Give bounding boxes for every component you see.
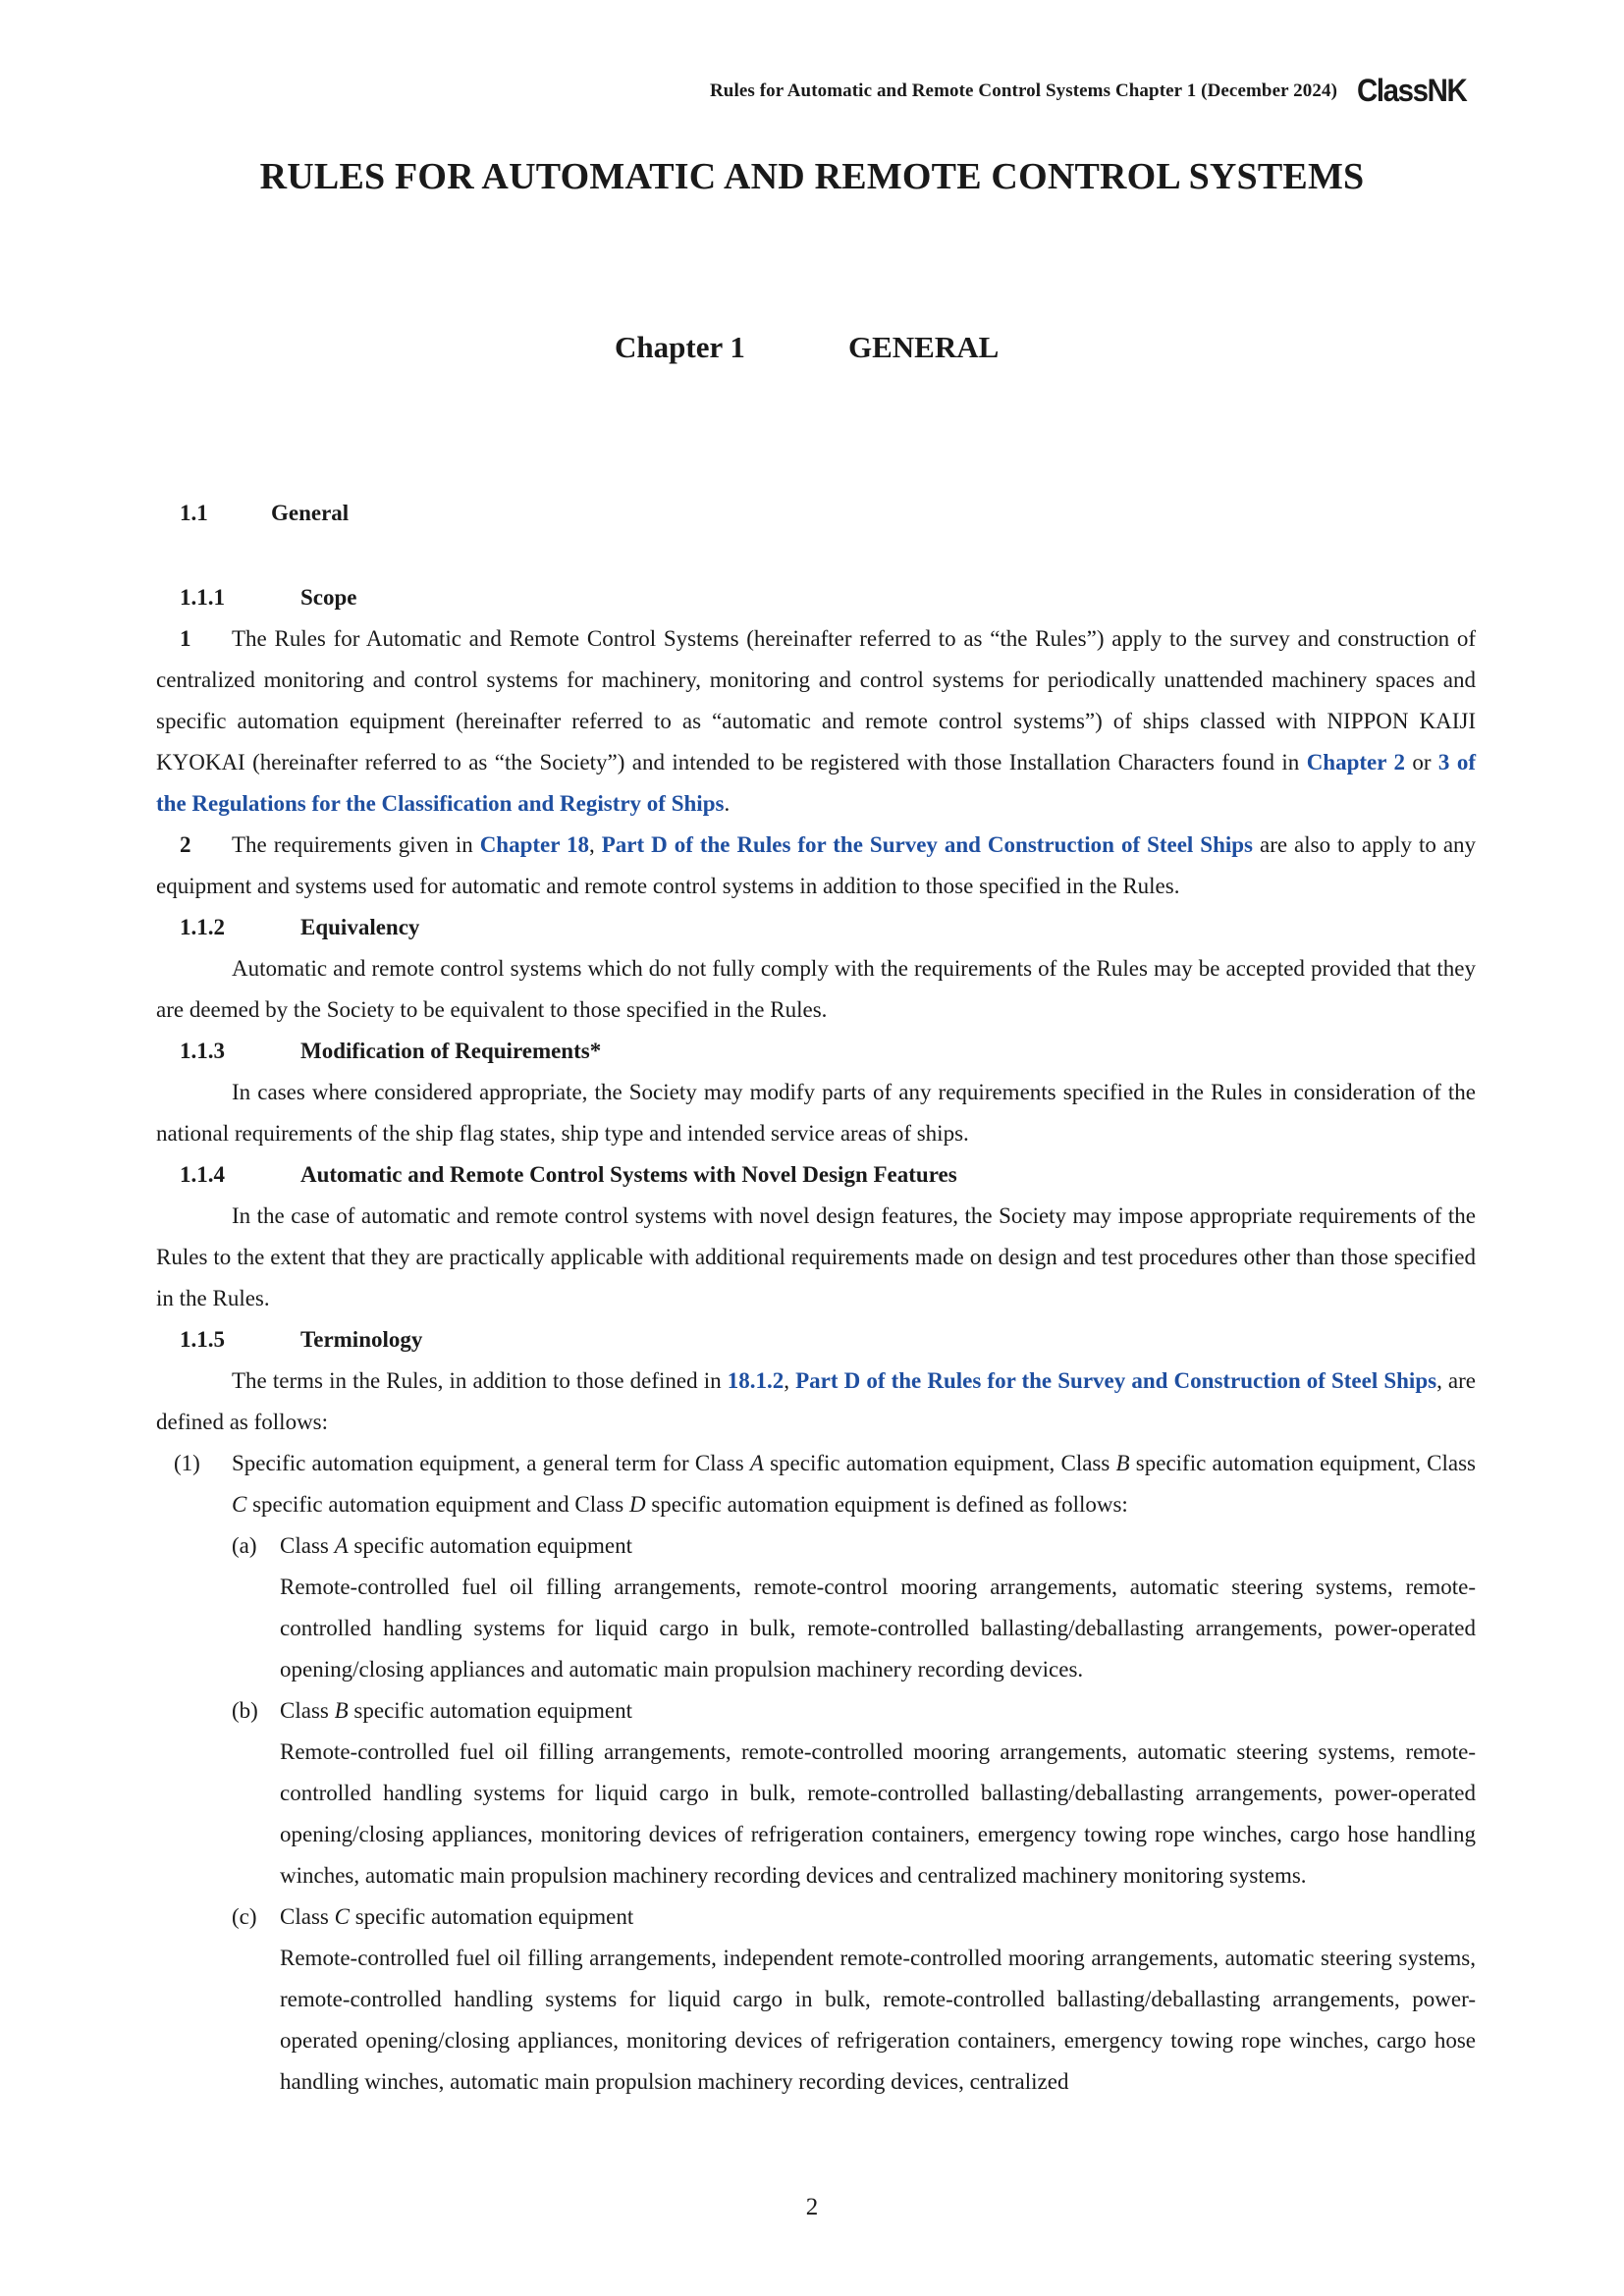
link-18-1-2[interactable]: 18.1.2 — [727, 1368, 785, 1393]
chapter-number: Chapter 1 — [615, 330, 745, 364]
subsection-heading-novel-design: 1.1.4 Automatic and Remote Control Systems with Novel Design Features — [180, 1162, 957, 1187]
classnk-logo: ClassNK — [1357, 73, 1467, 108]
class-b-description: Remote-controlled fuel oil filling arrangements, remote-controlled mooring arrangements, automatic steering systems, remote-controlled handling systems for liquid cargo in bulk, remote-controlled ballasting/deballasting arrangements, power-operated opening/closing appliances, monitoring devices of refrigeration containers, emergency towing rope winches, cargo hose handling winches, automatic main propulsion machinery recording devices and centralized machinery monitoring systems. — [280, 1739, 1476, 1888]
terminology-intro: The terms in the Rules, in addition to those defined in 18.1.2, Part D of the Rules for the Survey and Construction of Steel Ships, are defined as follows: — [156, 1368, 1476, 1434]
link-chapter-2[interactable]: Chapter 2 — [1306, 750, 1405, 774]
equivalency-paragraph: Automatic and remote control systems which do not fully comply with the requirements of the Rules may be accepted provided that they are deemed by the Society to be equivalent to those specified in the Rules. — [156, 956, 1476, 1022]
terminology-item-1-text: Specific automation equipment, a general term for Class A specific automation equipment, Class B specific automation equipment, Class C specific automation equipment and Class D specific automation equipment is defined as follows: — [232, 1451, 1477, 1517]
subsection-heading-equivalency: 1.1.2 Equivalency — [180, 915, 420, 939]
link-part-d-steel-ships[interactable]: Part D of the Rules for the Survey and Construction of Steel Ships — [601, 832, 1254, 857]
scope-paragraph-1: 1 The Rules for Automatic and Remote Control Systems (hereinafter referred to as “the Rules”) apply to the survey and construction of centralized monitoring and control systems for machinery, monitoring and control systems for periodically unattended machinery spaces and specific automation equipment (hereinafter referred to as “automatic and remote control systems”) of ships classed with NIPPON KAIJI KYOKAI (hereinafter referred to as “the Society”) and intended to be registered with those Installation Characters found in Chapter 2 or 3 of the Regulations for the Classification and Registry of Ships. — [156, 626, 1476, 816]
link-chapter-18[interactable]: Chapter 18 — [479, 832, 590, 857]
list-label: (a) — [232, 1533, 257, 1558]
list-label: (c) — [232, 1904, 257, 1929]
link-part-d-steel-ships-2[interactable]: Part D of the Rules for the Survey and Construction of Steel Ships — [795, 1368, 1437, 1393]
section-title: General — [271, 501, 350, 525]
chapter-name: GENERAL — [848, 330, 1000, 364]
class-c-heading: (c) Class C specific automation equipment — [156, 1896, 1476, 1938]
section-heading — [180, 501, 349, 526]
subsection-heading-terminology: 1.1.5 Terminology — [180, 1327, 423, 1352]
class-c-description: Remote-controlled fuel oil filling arrangements, independent remote-controlled mooring arrangements, automatic steering systems, remote-controlled handling systems for liquid cargo in bulk, remote-controlled ballasting/deballasting arrangements, power-operated opening/closing appliances, monitoring devices of refrigeration containers, emergency towing rope winches, cargo hose handling winches, automatic main propulsion machinery recording devices, centralized — [280, 1946, 1476, 2094]
document-title: RULES FOR AUTOMATIC AND REMOTE CONTROL SYSTEMS — [259, 156, 1365, 197]
list-label: (b) — [232, 1698, 258, 1723]
chapter-heading — [615, 330, 999, 365]
link-regulations-classification-registry[interactable]: 3 of the Regulations for the Classification and Registry of Ships — [156, 750, 1476, 816]
novel-design-paragraph: In the case of automatic and remote control systems with novel design features, the Society may impose appropriate requirements of the Rules to the extent that they are practically applicable with additional requirements made on design and test procedures other than those specified in the Rules. — [156, 1203, 1476, 1310]
class-a-description: Remote-controlled fuel oil filling arrangements, remote-control mooring arrangements, automatic steering systems, remote-controlled handling systems for liquid cargo in bulk, remote-controlled ballasting/deballasting arrangements, power-operated opening/closing appliances and automatic main propulsion machinery recording devices. — [280, 1575, 1476, 1682]
class-b-heading: (b) Class B specific automation equipment — [156, 1690, 1476, 1732]
modification-paragraph: In cases where considered appropriate, the Society may modify parts of any requirements specified in the Rules in consideration of the national requirements of the ship flag states, ship type and intended service areas of ships. — [156, 1080, 1476, 1146]
subsection-heading-modification: 1.1.3 Modification of Requirements* — [180, 1039, 602, 1063]
terminology-item-1 — [156, 1443, 1476, 1525]
running-header: Rules for Automatic and Remote Control Systems Chapter 1 (December 2024) — [709, 80, 1337, 101]
subsection-heading-scope: 1.1.1 Scope — [180, 585, 357, 610]
class-a-heading: (a) Class A specific automation equipment — [156, 1525, 1476, 1567]
section-number: 1.1 — [180, 501, 208, 525]
list-label: (1) — [174, 1451, 200, 1475]
scope-paragraph-2: 2 The requirements given in Chapter 18, Part D of the Rules for the Survey and Construction of Steel Ships are also to apply to any equipment and systems used for automatic and remote control systems in addition to those specified in the Rules. — [156, 832, 1477, 898]
document-body — [156, 577, 1476, 2103]
page-number: 2 — [805, 2194, 819, 2220]
